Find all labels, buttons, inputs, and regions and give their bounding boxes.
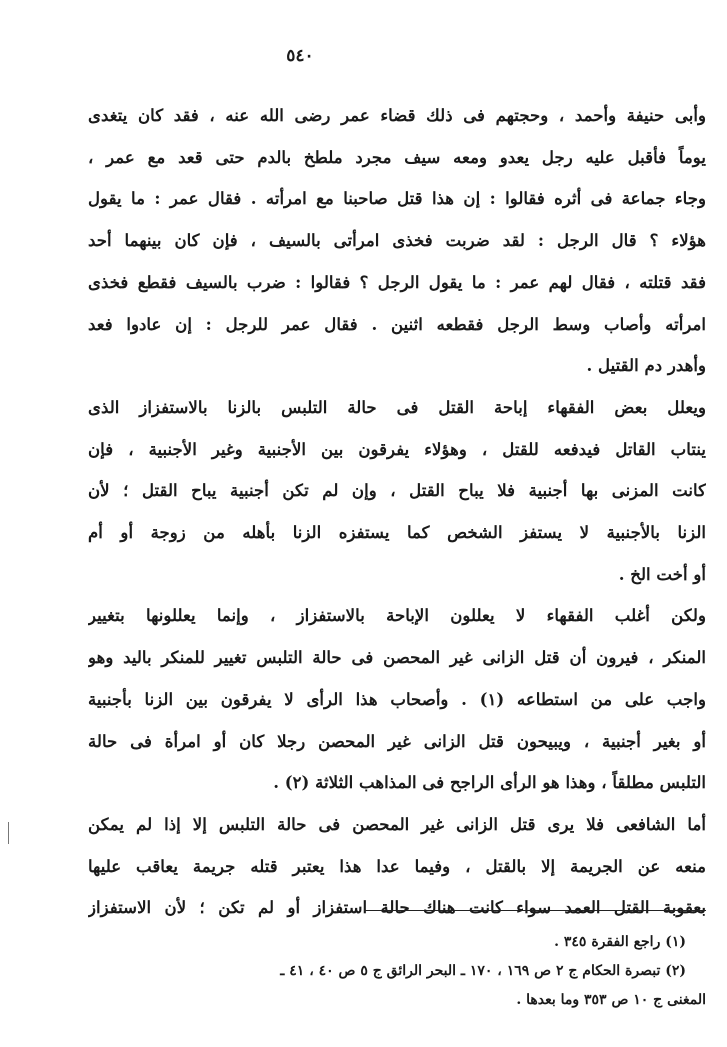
text-line: بعقوبة القتل العمد سواء كانت هناك حالة استفزاز أو لم تكن ؛ لأن الاستفزاز — [88, 897, 706, 918]
text-line: هؤلاء ؟ قال الرجل : لقد ضربت فخذى امرأتى بالسيف ، فإن كان بينهما أحد — [88, 230, 706, 251]
text-line: يوماً فأقبل عليه رجل يعدو ومعه سيف مجرد ملطخ بالدم حتى قعد مع عمر ، — [88, 146, 706, 167]
text-line: أو أخت الخ . — [618, 563, 706, 584]
footnote-2-continued: المغنى ج ١٠ ص ٣٥٣ وما بعدها . — [516, 992, 706, 1008]
paragraph-3 — [88, 595, 706, 804]
text-line: وأبى حنيفة وأحمد ، وحجتهم فى ذلك قضاء عمر رضى الله عنه ، فقد كان يتغدى — [88, 105, 706, 125]
footnote-2: (٢) تبصرة الحكام ج ٢ ص ١٦٩ ، ١٧٠ ـ البحر الرائق ج ٥ ص ٤٠ ، ٤١ ـ — [280, 963, 686, 979]
footnotes — [88, 928, 706, 1015]
text-line: المنكر ، فيرون أن قتل الزانى غير المحصن فى حالة التلبس تغيير للمنكر باليد وهو — [88, 647, 706, 668]
text-line: التلبس مطلقاً ، وهذا هو الرأى الراجح فى المذاهب الثلاثة (٢) . — [273, 772, 706, 793]
body-text — [88, 95, 706, 929]
paragraph-1 — [88, 95, 706, 387]
text-line: فقد قتلته ، فقال لهم عمر : ما يقول الرجل ؟ فقالوا : ضرب بالسيف فقطع فخذى — [88, 271, 706, 292]
footnote-1: (١) راجع الفقرة ٣٤٥ . — [554, 934, 686, 950]
paragraph-2 — [88, 387, 706, 596]
text-line: ولكن أغلب الفقهاء لا يعللون الإباحة بالاستفزاز ، وإنما يعللونها بتغيير — [88, 605, 706, 626]
margin-mark — [8, 822, 9, 844]
page-number: ٥٤٠ — [286, 46, 314, 66]
text-line: واجب على من استطاعه (١) . وأصحاب هذا الرأى لا يفرقون بين الزنا بأجنبية — [88, 688, 706, 709]
text-line: أو بغير أجنبية ، ويبيحون قتل الزانى غير المحصن رجلا كان أو امرأة فى حالة — [88, 730, 706, 751]
text-line: كانت المزنى بها أجنبية فلا يباح القتل ، وإن لم تكن أجنبية يباح القتل ؛ لأن — [88, 480, 706, 501]
footnote-divider — [364, 910, 706, 911]
text-line: وجاء جماعة فى أثره فقالوا : إن هذا قتل صاحبنا مع امرأته . فقال عمر : ما يقول — [88, 188, 706, 209]
text-line: ينتاب القاتل فيدفعه للقتل ، وهؤلاء يفرقون بين الأجنبية وغير الأجنبية ، فإن — [88, 438, 706, 459]
text-line: منعه عن الجريمة إلا بالقتل ، وفيما عدا هذا يعتبر قتله جريمة يعاقب عليها — [88, 855, 706, 876]
text-line: أما الشافعى فلا يرى قتل الزانى غير المحصن فى حالة التلبس إلا إذا لم يمكن — [88, 813, 706, 834]
text-line: ويعلل بعض الفقهاء إباحة القتل فى حالة التلبس بالزنا بالاستفزاز الذى — [88, 396, 706, 417]
text-line: وأهدر دم القتيل . — [586, 355, 706, 376]
text-line: الزنا بالأجنبية لا يستفز الشخص كما يستفزه الزنا بأهله من زوجة أو أم — [88, 522, 706, 543]
text-line: امرأته وأصاب وسط الرجل فقطعه اثنين . فقال عمر للرجل : إن عادوا فعد — [88, 313, 706, 334]
